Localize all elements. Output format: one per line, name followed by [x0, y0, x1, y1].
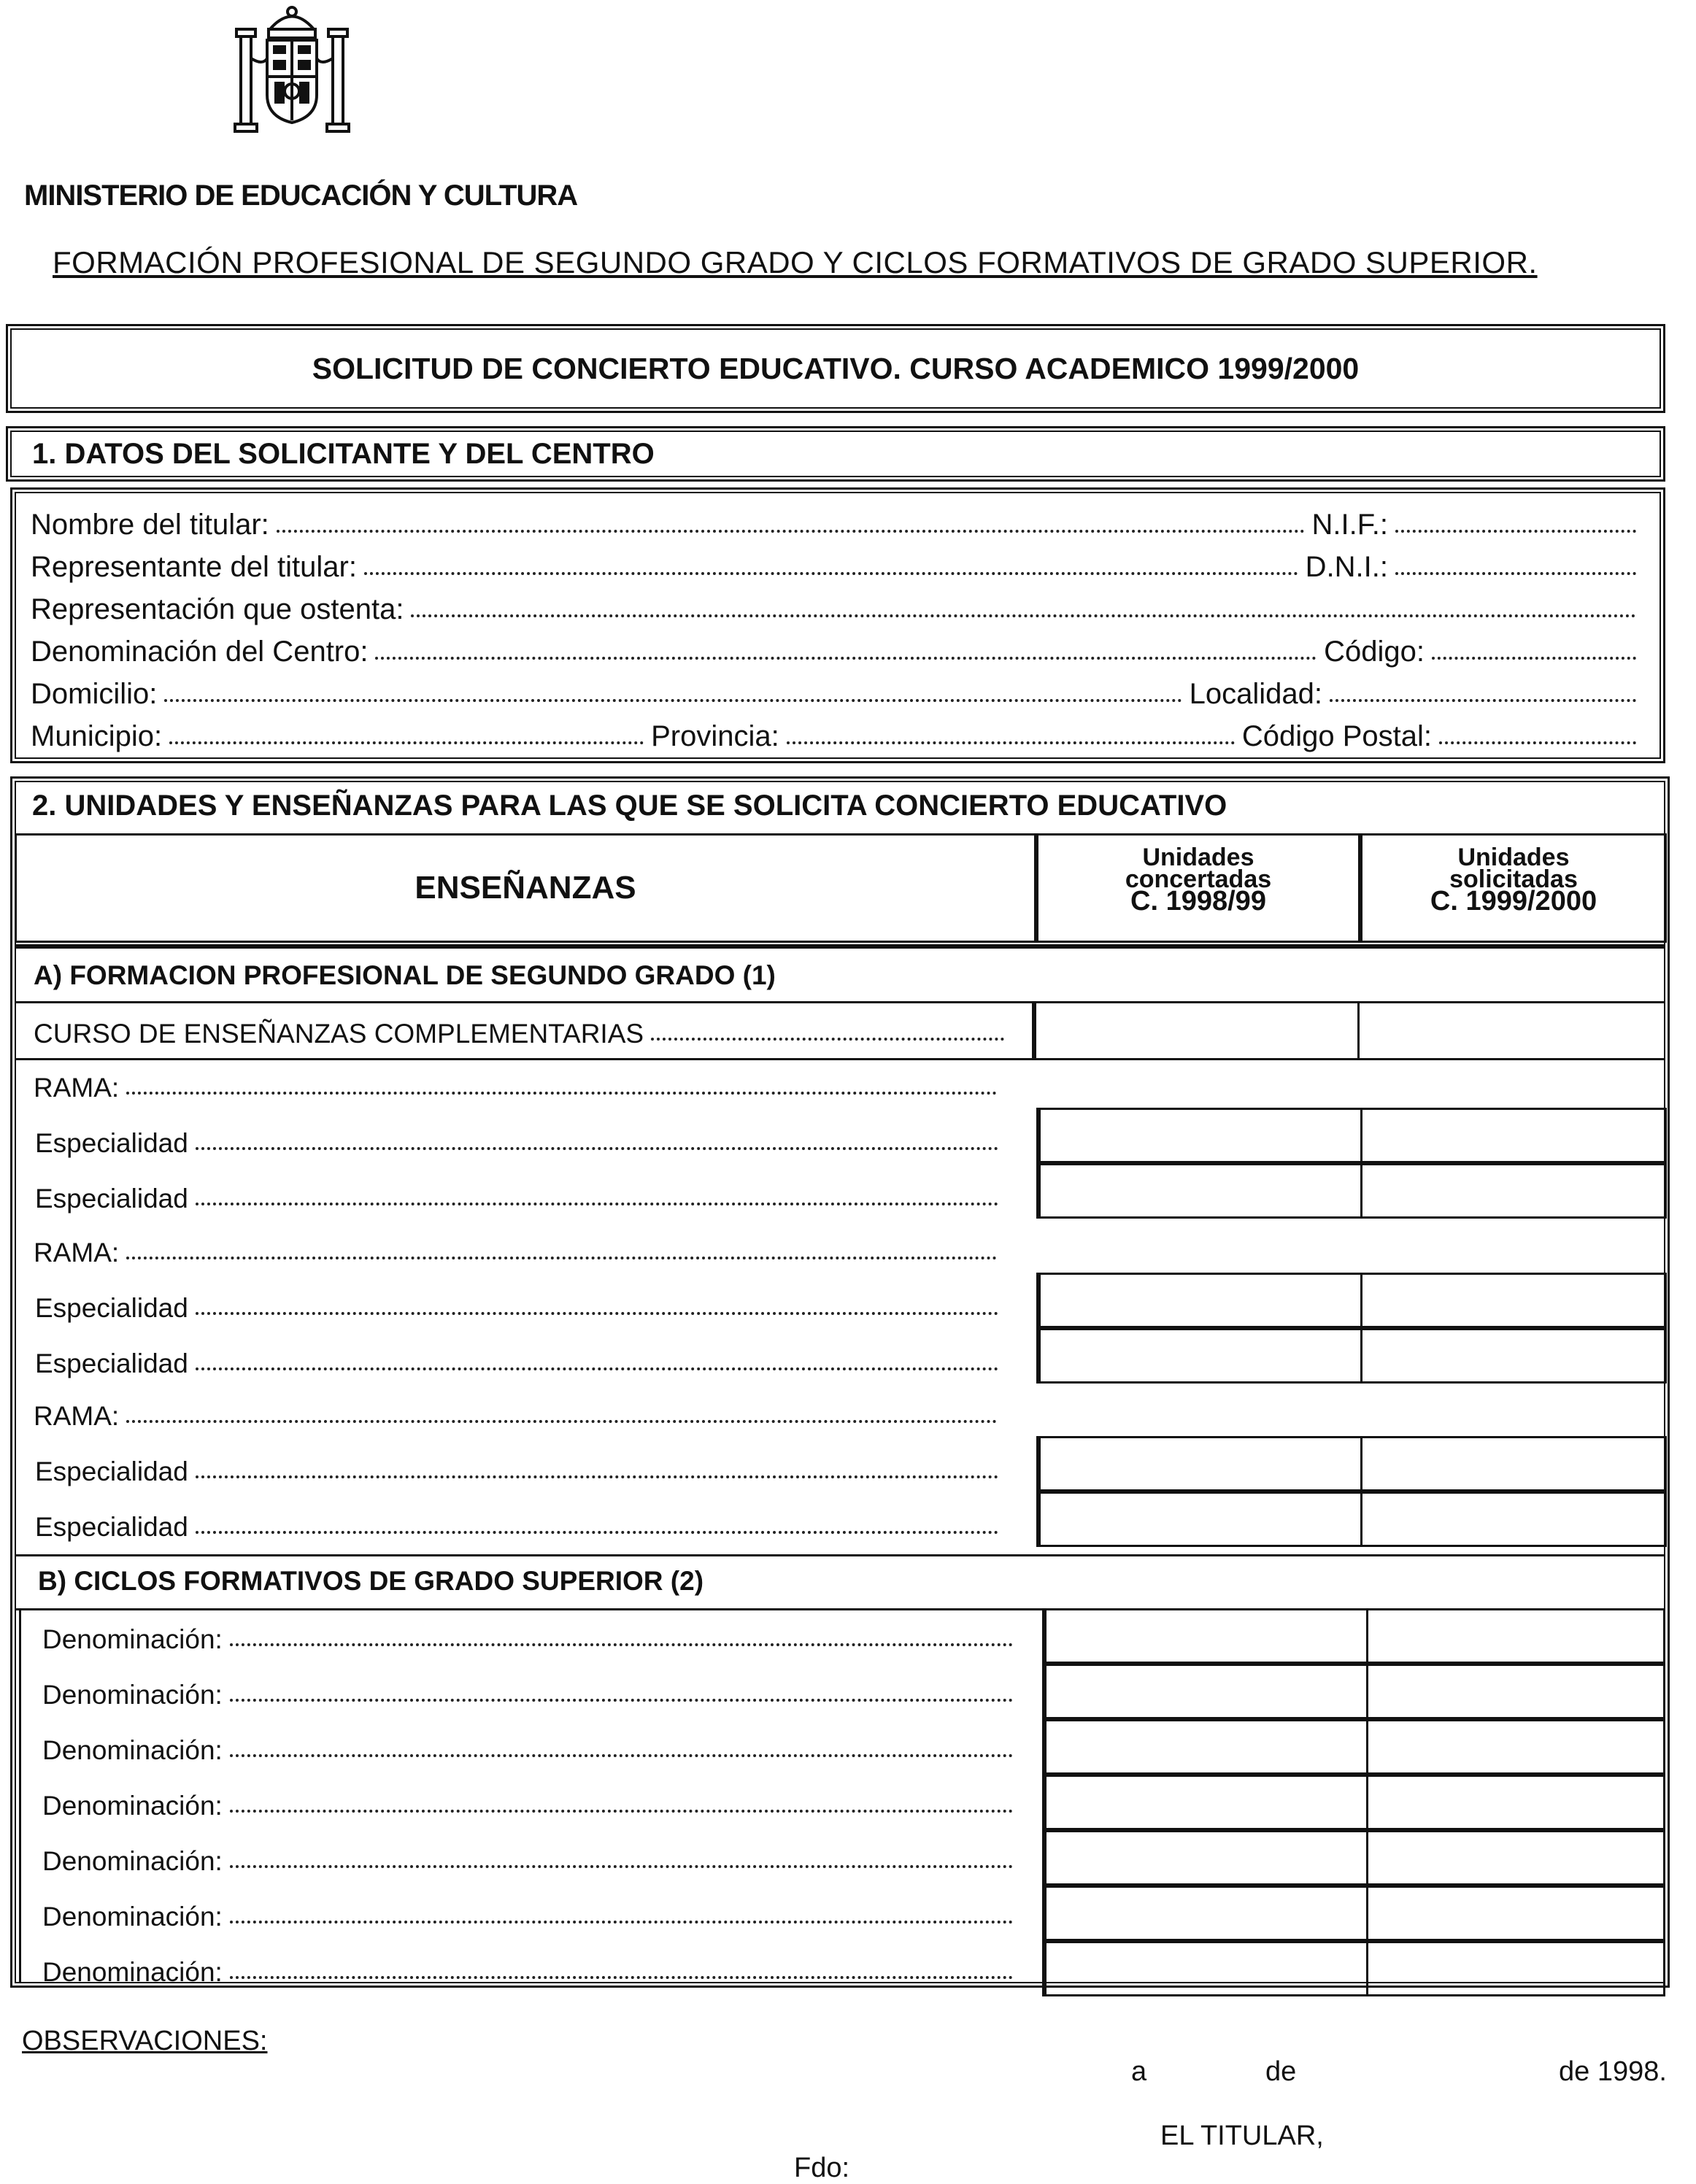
especialidad-label: Especialidad	[35, 1293, 188, 1323]
especialidad-concertadas-box[interactable]	[1036, 1108, 1362, 1163]
denominacion-label: Denominación:	[42, 1624, 223, 1654]
denominacion-label: Denominación:	[42, 1902, 223, 1932]
section1-title: 1. DATOS DEL SOLICITANTE Y DEL CENTRO	[32, 438, 655, 470]
solicitadas-line1: Unidades	[1457, 844, 1570, 871]
domicilio-label: Domicilio:	[31, 678, 158, 710]
denominacion-concertadas-box[interactable]	[1042, 1886, 1368, 1941]
denominacion-field[interactable]	[230, 1810, 1013, 1813]
denominacion-row	[42, 1729, 1020, 1766]
form-subtitle: FORMACIÓN PROFESIONAL DE SEGUNDO GRADO Y CICLOS FORMATIVOS DE GRADO SUPERIOR.	[53, 245, 1538, 279]
localidad-field[interactable]	[1330, 699, 1636, 702]
denominacion-concertadas-box[interactable]	[1042, 1775, 1368, 1830]
denominacion-solicitadas-box[interactable]	[1366, 1608, 1665, 1664]
curso-solicitadas-box[interactable]	[1362, 1004, 1662, 1055]
denominacion-label: Denominación:	[42, 1846, 223, 1876]
especialidad-solicitadas-box[interactable]	[1360, 1436, 1667, 1492]
row-municipio	[31, 717, 1643, 753]
denominacion-solicitadas-box[interactable]	[1366, 1664, 1665, 1719]
denominacion-centro-label: Denominación del Centro:	[31, 636, 369, 668]
especialidad-label: Especialidad	[35, 1184, 188, 1213]
col-header-solicitadas	[1360, 844, 1667, 917]
especialidad-field[interactable]	[196, 1147, 998, 1150]
especialidad-solicitadas-box[interactable]	[1360, 1108, 1667, 1163]
col-header-ensenanzas: ENSEÑANZAS	[415, 870, 636, 906]
denominacion-solicitadas-box[interactable]	[1366, 1886, 1665, 1941]
provincia-field[interactable]	[787, 741, 1235, 744]
rama-label: RAMA:	[34, 1238, 120, 1267]
denominacion-concertadas-box[interactable]	[1042, 1830, 1368, 1886]
form-title: SOLICITUD DE CONCIERTO EDUCATIVO. CURSO ACADEMICO 1999/2000	[312, 351, 1360, 385]
nif-field[interactable]	[1395, 530, 1636, 533]
especialidad-label: Especialidad	[35, 1456, 188, 1486]
rama-label: RAMA:	[34, 1073, 120, 1103]
dni-label: D.N.I.:	[1305, 551, 1388, 583]
especialidad-solicitadas-box[interactable]	[1360, 1163, 1667, 1219]
col-header-concertadas	[1036, 844, 1360, 917]
rama-row	[34, 1067, 1004, 1103]
denominacion-row	[42, 1951, 1020, 1988]
denominacion-label: Denominación:	[42, 1735, 223, 1765]
concertadas-line1: Unidades	[1142, 844, 1254, 871]
rama-field[interactable]	[126, 1092, 997, 1095]
coat-of-arms-logo	[219, 0, 365, 139]
row-denominacion-centro	[31, 632, 1643, 668]
rama-field[interactable]	[126, 1420, 997, 1423]
especialidad-solicitadas-box[interactable]	[1360, 1328, 1667, 1384]
nif-label: N.I.F.:	[1311, 509, 1388, 541]
fdo-label: Fdo:	[794, 2153, 850, 2183]
especialidad-field[interactable]	[196, 1475, 998, 1478]
row-representacion	[31, 590, 1643, 626]
especialidad-label: Especialidad	[35, 1128, 188, 1158]
denominacion-centro-field[interactable]	[375, 657, 1317, 660]
partB-top-line	[15, 1554, 1665, 1556]
rama-row	[34, 1232, 1004, 1268]
denominacion-solicitadas-box[interactable]	[1366, 1775, 1665, 1830]
ministry-name: MINISTERIO DE EDUCACIÓN Y CULTURA	[24, 180, 578, 212]
representacion-field[interactable]	[411, 614, 1636, 617]
denominacion-row	[42, 1785, 1020, 1821]
especialidad-concertadas-box[interactable]	[1036, 1328, 1362, 1384]
denominacion-row	[42, 1674, 1020, 1710]
curso-col-divider-2	[1357, 1001, 1360, 1058]
codigo-postal-field[interactable]	[1439, 741, 1636, 744]
rama-field[interactable]	[126, 1257, 997, 1259]
row-nombre	[31, 505, 1643, 541]
especialidad-concertadas-box[interactable]	[1036, 1163, 1362, 1219]
especialidad-field[interactable]	[196, 1531, 998, 1534]
nombre-field[interactable]	[277, 530, 1305, 533]
denominacion-field[interactable]	[230, 1643, 1013, 1646]
curso-complementarias-label: CURSO DE ENSEÑANZAS COMPLEMENTARIAS	[34, 1019, 644, 1049]
rama-row	[34, 1395, 1004, 1432]
especialidad-label: Especialidad	[35, 1348, 188, 1378]
solicitadas-line2: solicitadas	[1449, 865, 1578, 893]
denominacion-solicitadas-box[interactable]	[1366, 1830, 1665, 1886]
row-domicilio	[31, 674, 1643, 711]
especialidad-row	[35, 1343, 1006, 1379]
denominacion-row	[42, 1618, 1020, 1655]
denominacion-row	[42, 1840, 1020, 1877]
localidad-label: Localidad:	[1189, 678, 1322, 710]
section2-title: 2. UNIDADES Y ENSEÑANZAS PARA LAS QUE SE SOLICITA CONCIERTO EDUCATIVO	[32, 790, 1227, 822]
partB-title: B) CICLOS FORMATIVOS DE GRADO SUPERIOR (2)	[38, 1566, 704, 1596]
denominacion-concertadas-box[interactable]	[1042, 1664, 1368, 1719]
municipio-field[interactable]	[169, 741, 644, 744]
especialidad-row	[35, 1287, 1006, 1324]
concertadas-line3: C. 1998/99	[1130, 886, 1266, 917]
curso-col-divider-1	[1032, 1001, 1036, 1058]
denominacion-field[interactable]	[230, 1754, 1013, 1757]
denominacion-concertadas-box[interactable]	[1042, 1608, 1368, 1664]
nombre-label: Nombre del titular:	[31, 509, 269, 541]
especialidad-row	[35, 1506, 1006, 1543]
especialidad-row	[35, 1122, 1006, 1159]
especialidad-row	[35, 1178, 1006, 1214]
date-de-year: de 1998.	[1559, 2056, 1667, 2087]
denominacion-label: Denominación:	[42, 1791, 223, 1821]
provincia-label: Provincia:	[651, 720, 779, 752]
municipio-label: Municipio:	[31, 720, 163, 752]
denominacion-field[interactable]	[230, 1865, 1013, 1868]
partA-title: A) FORMACION PROFESIONAL DE SEGUNDO GRADO (1)	[34, 960, 776, 990]
representante-label: Representante del titular:	[31, 551, 357, 583]
especialidad-solicitadas-box[interactable]	[1360, 1492, 1667, 1547]
rama-label: RAMA:	[34, 1401, 120, 1431]
date-de: de	[1265, 2056, 1297, 2087]
titular-label: EL TITULAR,	[1160, 2121, 1324, 2151]
row-representante	[31, 547, 1643, 584]
especialidad-label: Especialidad	[35, 1512, 188, 1542]
observaciones-label: OBSERVACIONES:	[22, 2026, 268, 2056]
solicitadas-line3: C. 1999/2000	[1430, 886, 1597, 917]
partB-left-rule	[19, 1608, 21, 1983]
especialidad-field[interactable]	[196, 1367, 998, 1370]
denominacion-solicitadas-box[interactable]	[1366, 1719, 1665, 1775]
domicilio-field[interactable]	[164, 699, 1182, 702]
especialidad-concertadas-box[interactable]	[1036, 1492, 1362, 1547]
denominacion-field[interactable]	[230, 1699, 1013, 1702]
dni-field[interactable]	[1395, 572, 1636, 575]
especialidad-concertadas-box[interactable]	[1036, 1436, 1362, 1492]
codigo-label: Código:	[1324, 636, 1425, 668]
representante-field[interactable]	[364, 572, 1298, 575]
curso-concertadas-box[interactable]	[1038, 1004, 1356, 1055]
denominacion-field[interactable]	[230, 1921, 1013, 1923]
representacion-label: Representación que ostenta:	[31, 593, 404, 625]
especialidad-concertadas-box[interactable]	[1036, 1273, 1362, 1328]
denominacion-concertadas-box[interactable]	[1042, 1941, 1368, 1996]
denominacion-label: Denominación:	[42, 1957, 223, 1987]
partA-divider	[15, 944, 1665, 949]
concertadas-line2: concertadas	[1125, 865, 1272, 893]
denominacion-solicitadas-box[interactable]	[1366, 1941, 1665, 1996]
codigo-postal-label: Código Postal:	[1241, 720, 1432, 752]
denominacion-field[interactable]	[230, 1976, 1013, 1979]
especialidad-field[interactable]	[196, 1312, 998, 1315]
especialidad-row	[35, 1451, 1006, 1487]
especialidad-field[interactable]	[196, 1203, 998, 1205]
denominacion-row	[42, 1896, 1020, 1932]
especialidad-solicitadas-box[interactable]	[1360, 1273, 1667, 1328]
date-a: a	[1131, 2056, 1147, 2087]
denominacion-label: Denominación:	[42, 1680, 223, 1710]
codigo-field[interactable]	[1432, 657, 1636, 660]
denominacion-concertadas-box[interactable]	[1042, 1719, 1368, 1775]
